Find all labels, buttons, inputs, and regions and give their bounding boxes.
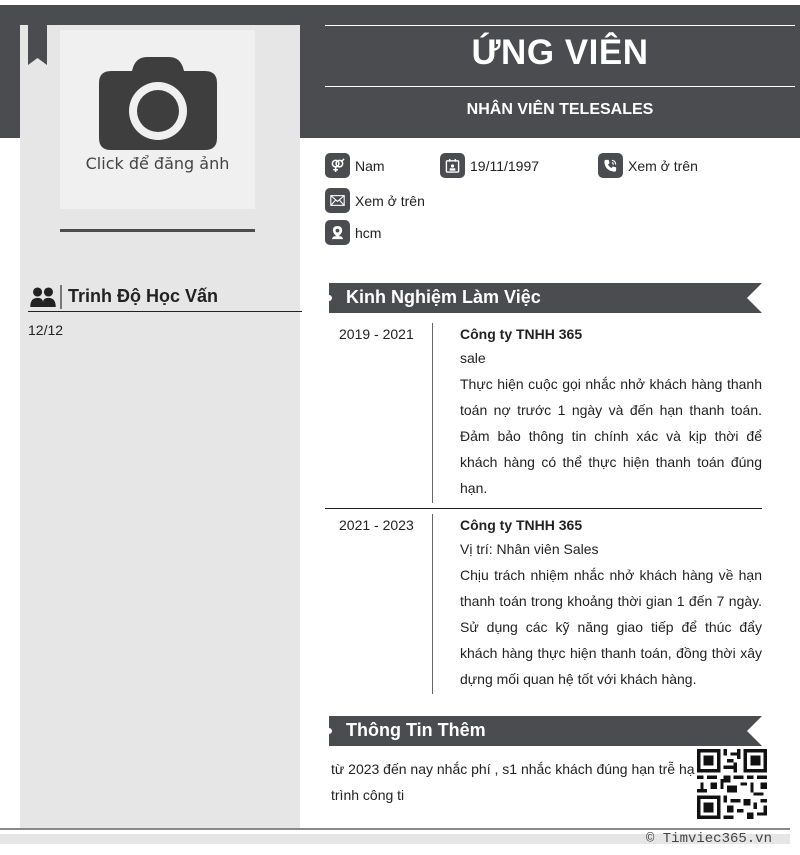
timeline-line — [432, 323, 433, 503]
email-field[interactable] — [325, 188, 425, 213]
additional-info-heading — [329, 716, 762, 746]
experience-title: Kinh Nghiệm Làm Việc — [346, 287, 541, 307]
additional-info-title: Thông Tin Thêm — [346, 720, 486, 740]
calendar-icon — [440, 153, 465, 178]
experience-item[interactable] — [325, 323, 762, 503]
experience-description: Chịu trách nhiệm nhắc nhở khách hàng về hạn thanh toán trong khoảng thời gian 1 đến 7 ngày. Sử dụng các kỹ năng giao tiếp để thúc đẩy khách hàng thực hiện thanh toán, đồng thời xây dựng mối quan hệ tốt với khách hàng. — [460, 567, 762, 687]
experience-period: 2019 - 2021 — [339, 326, 414, 342]
education-heading — [28, 282, 302, 312]
footer-divider — [0, 828, 790, 830]
experience-divider — [325, 508, 762, 509]
experience-heading — [329, 283, 762, 313]
experience-item[interactable] — [325, 514, 762, 694]
gender-icon — [325, 153, 350, 178]
education-title: Trinh Độ Học Vấn — [68, 286, 219, 306]
phone-icon — [598, 153, 623, 178]
gender-field[interactable] — [325, 153, 385, 178]
header-line-bottom — [325, 86, 795, 87]
header-line-top — [325, 25, 795, 26]
location-icon — [325, 220, 350, 245]
additional-info-text[interactable]: từ 2023 đến nay nhắc phí , s1 nhắc khách đúng hạn trễ hạ trình công ti — [331, 761, 695, 803]
email-value: Xem ở trên — [355, 192, 425, 209]
experience-role: sale — [460, 350, 486, 366]
qr-code-icon — [697, 749, 767, 819]
birthday-value: 19/11/1997 — [470, 157, 540, 174]
heading-separator — [60, 285, 62, 309]
candidate-name[interactable]: ỨNG VIÊN — [471, 33, 649, 72]
address-field[interactable] — [325, 220, 381, 245]
avatar-divider — [60, 229, 255, 232]
users-icon — [28, 284, 58, 310]
experience-description: Thực hiện cuộc gọi nhắc nhở khách hàng thanh toán nợ trước 1 ngày và đến hạn thanh toán. Đảm bảo thông tin chính xác và kịp thời để khách hàng có thể thực hiện thanh toán đúng hạn. — [460, 376, 762, 496]
experience-period: 2021 - 2023 — [339, 517, 414, 533]
camera-icon — [99, 57, 217, 150]
gender-value: Nam — [355, 157, 385, 174]
experience-role: Vị trí: Nhân viên Sales — [460, 541, 599, 557]
bookmark-icon — [28, 25, 47, 65]
avatar-upload[interactable] — [60, 30, 255, 209]
avatar-upload-label: Click để đăng ảnh — [85, 154, 230, 173]
education-value: 12/12 — [28, 322, 64, 338]
timeline-line — [432, 514, 433, 694]
phone-field[interactable] — [598, 153, 698, 178]
phone-value: Xem ở trên — [628, 157, 698, 174]
birthday-field[interactable] — [440, 153, 539, 178]
experience-company: Công ty TNHH 365 — [460, 517, 583, 533]
footer-copyright: © Timviec365.vn — [645, 831, 772, 847]
experience-company: Công ty TNHH 365 — [460, 326, 583, 342]
address-value: hcm — [355, 224, 382, 241]
email-icon — [325, 188, 350, 213]
job-title[interactable]: NHÂN VIÊN TELESALES — [466, 101, 654, 118]
